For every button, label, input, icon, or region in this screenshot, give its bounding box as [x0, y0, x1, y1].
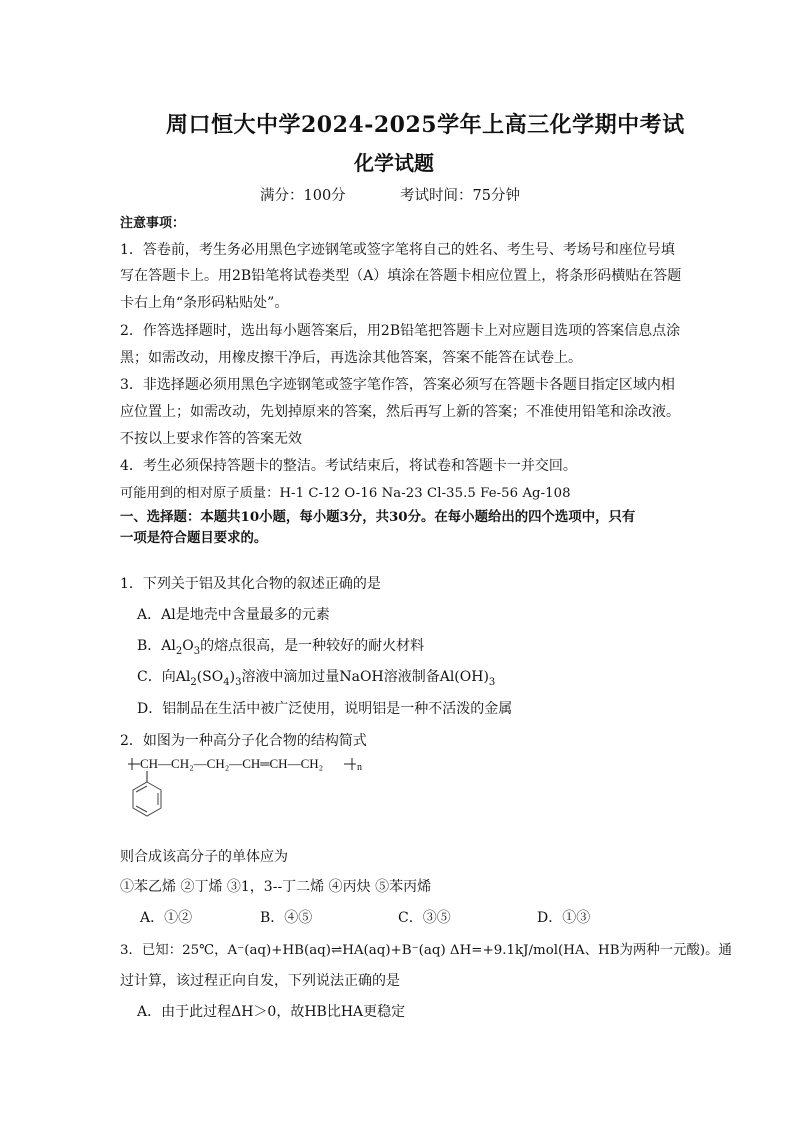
note-3-line-2: 应位置上；如需改动，先划掉原来的答案，然后再写上新的答案；不准使用铅笔和涂改液。 [120, 404, 680, 420]
q2-monomers: ①苯乙烯 ②丁烯 ③1，3--丁二烯 ④丙炔 ⑤苯丙烯 [120, 879, 432, 895]
polymer-n-subscript: n [357, 762, 362, 773]
polymer-structure [128, 756, 368, 836]
q2-option-c: C．③⑤ [398, 910, 451, 926]
exam-title: 周口恒大中学2024-2025学年上高三化学期中考试 [166, 112, 685, 138]
note-3-line-3: 不按以上要求作答的答案无效 [120, 431, 302, 447]
q1-option-d: D．铝制品在生活中被广泛使用，说明铝是一种不活泼的金属 [137, 701, 513, 717]
q2-option-d: D．①③ [537, 910, 591, 926]
polymer-chain-text: CH—CH₂—CH₂—CH═CH—CH₂ [140, 756, 324, 771]
full-score: 满分：100分 [260, 188, 346, 204]
note-1-line-2: 写在答题卡上。用2B铅笔将试卷类型（A）填涂在答题卡相应位置上，将条形码横贴在答题 [120, 268, 682, 284]
notes-heading: 注意事项： [120, 216, 186, 231]
note-3-line-1: 3．非选择题必须用黑色字迹钢笔或签字笔作答，答案必须写在答题卡各题目指定区域内相 [120, 377, 675, 393]
section1-line-1: 一、选择题：本题共10小题，每小题3分，共30分。在每小题给出的四个选项中，只有 [120, 509, 636, 525]
q3-line-2: 过计算，该过程正向自发，下列说法正确的是 [120, 973, 400, 989]
note-4: 4．考生必须保持答题卡的整洁。考试结束后，将试卷和答题卡一并交回。 [120, 458, 577, 474]
q1-option-c: C．向$Al_2(SO_4)_3$溶液中滴加过量NaOH溶液制备$Al(OH)_3$ [137, 669, 496, 688]
note-2-line-2: 黑；如需改动，用橡皮擦干净后，再选涂其他答案，答案不能答在试卷上。 [120, 350, 582, 366]
note-1-line-1: 1．答卷前，考生务必用黑色字迹钢笔或签字笔将自己的姓名、考生号、考场号和座位号填 [120, 242, 675, 258]
q2-question: 则合成该高分子的单体应为 [120, 849, 288, 865]
exam-subtitle: 化学试题 [354, 151, 434, 175]
q3-option-a: A．由于此过程ΔH＞0，故HB比HA更稳定 [137, 1004, 406, 1020]
q2-option-a: A．①② [140, 910, 193, 926]
q2-option-b: B．④⑤ [260, 910, 313, 926]
q2-stem: 2．如图为一种高分子化合物的结构简式 [120, 733, 367, 749]
benzene-ring [133, 782, 161, 816]
q1-option-b: B．$Al_2O_3$的熔点很高，是一种较好的耐火材料 [137, 638, 425, 657]
atomic-masses: 可能用到的相对原子质量：H-1 C-12 O-16 Na-23 Cl-35.5 Fe-56 Ag-108 [120, 486, 571, 501]
note-2-line-1: 2．作答选择题时，选出每小题答案后，用2B铅笔把答题卡上对应题目选项的答案信息点涂 [120, 323, 681, 339]
q1-option-a: A．Al是地壳中含量最多的元素 [137, 607, 330, 623]
q1-stem: 1．下列关于铝及其化合物的叙述正确的是 [120, 576, 381, 592]
section1-line-2: 一项是符合题目要求的。 [120, 530, 268, 546]
exam-time: 考试时间：75分钟 [400, 188, 520, 204]
q3-line-1: 3．已知：25℃，A⁻(aq)+HB(aq)⇌HA(aq)+B⁻(aq) ΔH=+9.1kJ/mol(HA、HB为两种一元酸)。通 [120, 943, 732, 958]
note-1-line-3: 卡右上角“条形码粘贴处”。 [120, 295, 289, 311]
